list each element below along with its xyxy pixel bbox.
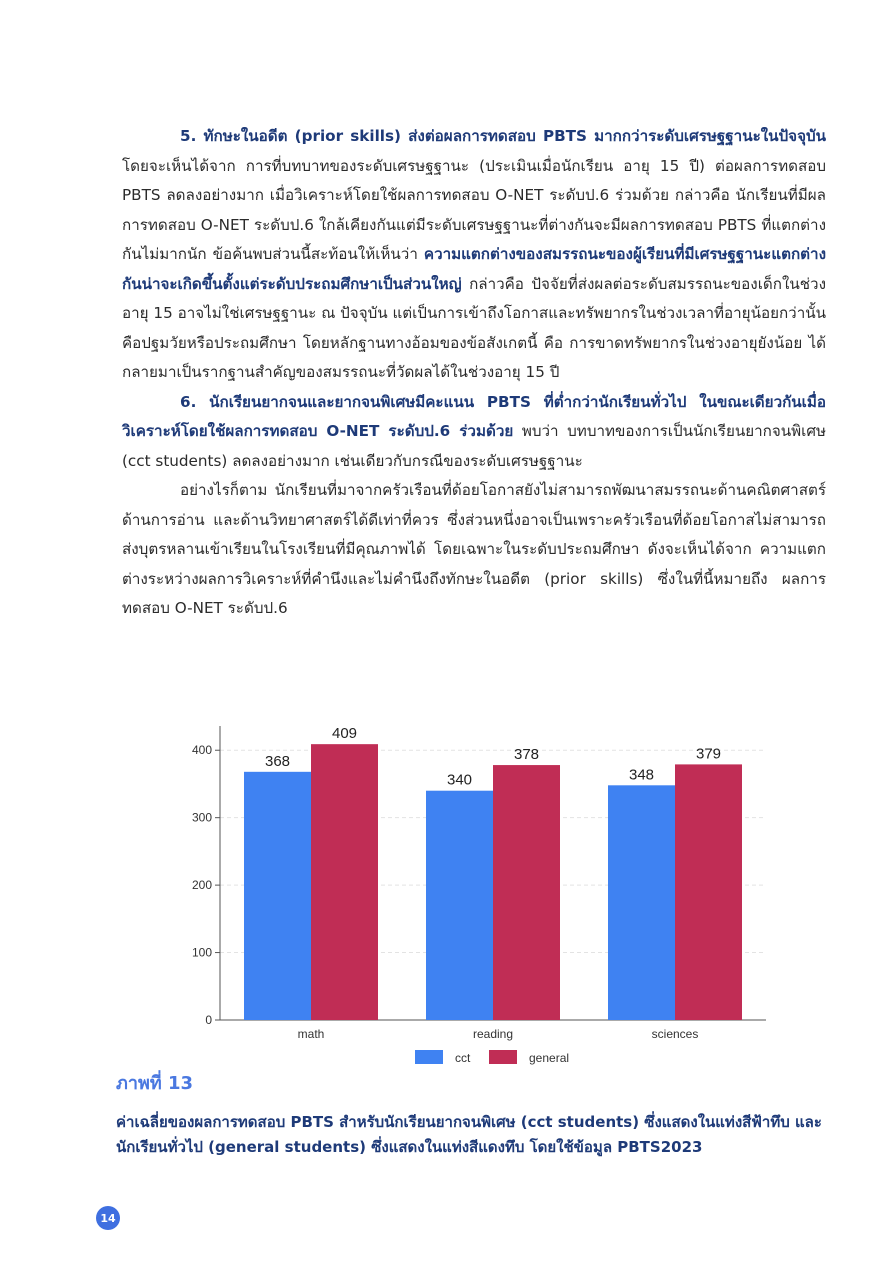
body-text bbox=[122, 122, 826, 624]
paragraph-6-highlight: 6. นักเรียนยากจนและยากจนพิเศษมีคะแนน PBTS ที่ต่ำกว่านักเรียนทั่วไป ในขณะเดียวกันเมื่อวิเคราะห์โดยใช้ผลการทดสอบ O-NET ระดับป.6 ร่วมด้วย bbox=[122, 392, 826, 440]
bar-general-sciences bbox=[675, 764, 742, 1020]
y-tick-label: 400 bbox=[191, 743, 212, 758]
paragraph-6 bbox=[122, 388, 826, 477]
legend-swatch-general bbox=[489, 1050, 517, 1064]
bar-general-reading bbox=[493, 765, 560, 1020]
figure-label: ภาพที่ 13 bbox=[116, 1073, 194, 1094]
legend-label: general bbox=[529, 1051, 570, 1065]
paragraph-5-text-1: โดยจะเห็นได้จาก การที่บทบาทของระดับเศรษฐฐานะ (ประเมินเมื่อนักเรียน อายุ 15 ปี) ต่อผลการทดสอบ PBTS ลดลงอย่างมาก เมื่อวิเคราะห์โดยใช้ผลการทดสอบ O-NET ระดับป.6 ร่วมด้วย กล่าวคือ นักเรียนที่มีผลการทดสอบ O-NET ระดับป.6 ใกล้เคียงกันแต่มีระดับเศรษฐฐานะที่ต่างกันจะมีผลการทดสอบ PBTS ที่แตกต่างกันไม่มากนัก ข้อค้นพบส่วนนี้สะท้อนให้เห็นว่า bbox=[122, 156, 826, 263]
data-label: 368 bbox=[264, 752, 291, 770]
data-label: 409 bbox=[331, 725, 358, 743]
chart-svg bbox=[186, 716, 776, 1072]
paragraph-5 bbox=[122, 122, 826, 388]
paragraph-5-text-2: กล่าวคือ ปัจจัยที่ส่งผลต่อระดับสมรรถนะของเด็กในช่วงอายุ 15 อาจไม่ใช่เศรษฐฐานะ ณ ปัจจุบัน แต่เป็นการเข้าถึงโอกาสและทรัพยากรในช่วงเวลาที่อายุน้อยกว่านั้น คือปฐมวัยหรือประถมศึกษา โดยหลักฐานทางอ้อมของข้อสังเกตนี้ คือ การขาดทรัพยากรในช่วงอายุยังน้อย ได้กลายมาเป็นรากฐานสำคัญของสมรรถนะที่วัดผลได้ในช่วงอายุ 15 ปี bbox=[122, 274, 826, 381]
data-label: 340 bbox=[446, 771, 473, 789]
figure-caption: ค่าเฉลี่ยของผลการทดสอบ PBTS สำหรับนักเรียนยากจนพิเศษ (cct students) ซึ่งแสดงในแท่งสีฟ้าทึบ และนักเรียนทั่วไป (general students) ซึ่งแสดงในแท่งสีแดงทึบ โดยใช้ข้อมูล PBTS2023 bbox=[116, 1113, 822, 1156]
paragraph-5-highlight-1: 5. ทักษะในอดีต (prior skills) ส่งต่อผลการทดสอบ PBTS มากกว่าระดับเศรษฐฐานะในปัจจุบัน bbox=[180, 127, 826, 145]
y-tick-label: 300 bbox=[191, 810, 212, 825]
paragraph-7: อย่างไรก็ตาม นักเรียนที่มาจากครัวเรือนที่ด้อยโอกาสยังไม่สามารถพัฒนาสมรรถนะด้านคณิตศาสตร์ ด้านการอ่าน และด้านวิทยาศาสตร์ได้ดีเท่าที่ควร ซึ่งส่วนหนึ่งอาจเป็นเพราะครัวเรือนที่ด้อยโอกาสไม่สามารถส่งบุตรหลานเข้าเรียนในโรงเรียนที่มีคุณภาพได้ โดยเฉพาะในระดับประถมศึกษา ดังจะเห็นได้จาก ความแตกต่างระหว่างผลการวิเคราะห์ที่คำนึงและไม่คำนึงถึงทักษะในอดีต (prior skills) ซึ่งในที่นี้หมายถึง ผลการทดสอบ O-NET ระดับป.6 bbox=[122, 481, 826, 617]
data-label: 348 bbox=[628, 766, 655, 784]
bar-cct-math bbox=[244, 772, 311, 1020]
paragraph-5-highlight-2: ความแตกต่างของสมรรถนะของผู้เรียนที่มีเศรษฐฐานะแตกต่างกันน่าจะเกิดขึ้นตั้งแต่ระดับประถมศึกษาเป็นส่วนใหญ่ bbox=[122, 245, 826, 293]
bar-cct-reading bbox=[426, 791, 493, 1020]
paragraph-6-text: พบว่า บทบาทของการเป็นนักเรียนยากจนพิเศษ (cct students) ลดลงอย่างมาก เช่นเดียวกับกรณีของระดับเศรษฐฐานะ bbox=[122, 422, 826, 470]
x-tick-label: sciences bbox=[651, 1027, 699, 1041]
y-tick-label: 200 bbox=[191, 878, 212, 893]
data-label: 379 bbox=[695, 745, 722, 763]
bar-chart bbox=[186, 716, 776, 1072]
legend-label: cct bbox=[455, 1051, 471, 1065]
data-label: 378 bbox=[513, 746, 540, 764]
y-tick-label: 0 bbox=[205, 1013, 212, 1027]
x-tick-label: reading bbox=[472, 1027, 514, 1041]
page-number-badge: 14 bbox=[96, 1206, 120, 1230]
bar-general-math bbox=[311, 744, 378, 1020]
bar-cct-sciences bbox=[608, 785, 675, 1020]
legend-swatch-cct bbox=[415, 1050, 443, 1064]
x-tick-label: math bbox=[297, 1027, 325, 1041]
y-tick-label: 100 bbox=[191, 945, 212, 960]
